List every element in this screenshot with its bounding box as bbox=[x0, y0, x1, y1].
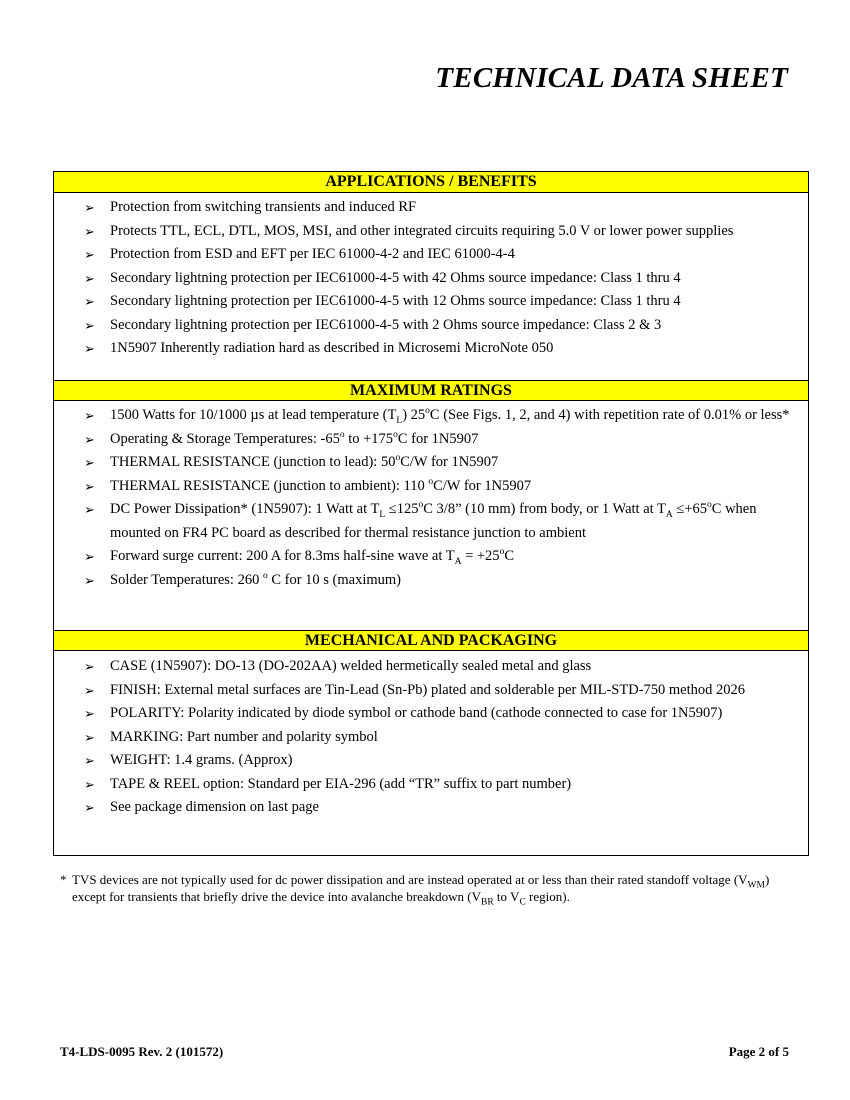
bullet-text: Protection from ESD and EFT per IEC 61000-4-2 and IEC 61000-4-4 bbox=[110, 246, 515, 262]
arrow-bullet-icon: ➢ bbox=[84, 223, 95, 239]
bullet-item bbox=[54, 314, 808, 338]
bullet-text: 1N5907 Inherently radiation hard as described in Microsemi MicroNote 050 bbox=[110, 340, 554, 356]
bullet-item bbox=[54, 267, 808, 291]
arrow-bullet-icon: ➢ bbox=[84, 549, 95, 564]
bullet-item bbox=[54, 796, 808, 820]
footnote-text: TVS devices are not typically used for dc power dissipation and are instead operated at or less than their rated standoff voltage $(V_{WM})$ except for transients that briefly drive the device into avalanche breakdown ($V_{BR}$ to $V_C$ region). bbox=[72, 872, 770, 908]
page-number: Page 2 of 5 bbox=[728, 1044, 789, 1059]
arrow-bullet-icon: ➢ bbox=[84, 408, 95, 423]
bullet-text: Protects TTL, ECL, DTL, MOS, MSI, and other integrated circuits requiring 5.0 V or lower power supplies bbox=[110, 222, 734, 239]
page-title: TECHNICAL DATA SHEET bbox=[435, 62, 788, 94]
bullet-text: FINISH: External metal surfaces are Tin-Lead (Sn-Pb) plated and solderable per MIL-STD-750 method 2026 bbox=[110, 681, 746, 698]
bullet-text: Secondary lightning protection per IEC61000-4-5 with 42 Ohms source impedance: Class 1 thru 4 bbox=[110, 269, 681, 286]
arrow-bullet-icon: ➢ bbox=[84, 800, 95, 815]
maximum-ratings-heading: MAXIMUM RATINGS bbox=[54, 380, 808, 401]
arrow-bullet-icon: ➢ bbox=[84, 200, 95, 215]
mechanical-packaging-heading: MECHANICAL AND PACKAGING bbox=[54, 630, 808, 651]
arrow-bullet-icon: ➢ bbox=[84, 776, 95, 792]
footnote-marker: * bbox=[60, 872, 67, 887]
applications-list bbox=[54, 196, 808, 361]
bullet-item bbox=[54, 679, 808, 703]
bullet-text: DC Power Dissipation* (1N5907): 1 Watt at $T_L \le 125^oC$ 3/8” (10 mm) from body, or 1 Watt at $T_A \le+65^oC$ when mounted on FR4 PC board as described for thermal resistance junction to ambient bbox=[110, 500, 757, 541]
bullet-text: WEIGHT: 1.4 grams. (Approx) bbox=[110, 752, 293, 768]
arrow-bullet-icon: ➢ bbox=[84, 341, 95, 356]
arrow-bullet-icon: ➢ bbox=[84, 431, 95, 447]
arrow-bullet-icon: ➢ bbox=[84, 729, 95, 745]
bullet-text: MARKING: Part number and polarity symbol bbox=[110, 728, 378, 745]
applications-heading: APPLICATIONS / BENEFITS bbox=[54, 172, 808, 193]
bullet-text: CASE (1N5907): DO-13 (DO-202AA) welded hermetically sealed metal and glass bbox=[110, 658, 592, 674]
arrow-bullet-icon: ➢ bbox=[84, 753, 95, 768]
bullet-item bbox=[54, 749, 808, 773]
bullet-item bbox=[54, 475, 808, 499]
bullet-item bbox=[54, 726, 808, 750]
bullet-text: 1500 Watts for 10/1000 µs at lead temperature $(T_L)$ 25$^o$C (See Figs. 1, 2, and 4) with repetition rate of 0.01% or less* bbox=[110, 406, 790, 426]
content-frame bbox=[53, 171, 809, 856]
document-id: T4-LDS-0095 Rev. 2 (101572) bbox=[60, 1044, 224, 1059]
bullet-item bbox=[54, 220, 808, 244]
bullet-item bbox=[54, 773, 808, 797]
bullet-text: THERMAL RESISTANCE (junction to ambient): 110 $^o$C/W for 1N5907 bbox=[110, 476, 532, 494]
arrow-bullet-icon: ➢ bbox=[84, 270, 95, 286]
bullet-item bbox=[54, 404, 808, 428]
arrow-bullet-icon: ➢ bbox=[84, 572, 95, 588]
bullet-item bbox=[54, 545, 808, 569]
bullet-text: Secondary lightning protection per IEC61000-4-5 with 12 Ohms source impedance: Class 1 thru 4 bbox=[110, 293, 681, 309]
bullet-text: Secondary lightning protection per IEC61000-4-5 with 2 Ohms source impedance: Class 2 & 3 bbox=[110, 316, 662, 333]
bullet-item bbox=[54, 290, 808, 314]
bullet-item bbox=[54, 196, 808, 220]
maximum-ratings-list bbox=[54, 404, 808, 592]
bullet-text: Solder Temperatures: 260 $^o$ C for 10 s (maximum) bbox=[110, 570, 402, 588]
arrow-bullet-icon: ➢ bbox=[84, 478, 95, 494]
footnote bbox=[60, 871, 800, 908]
arrow-bullet-icon: ➢ bbox=[84, 682, 95, 698]
arrow-bullet-icon: ➢ bbox=[84, 502, 95, 517]
bullet-item bbox=[54, 702, 808, 726]
arrow-bullet-icon: ➢ bbox=[84, 706, 95, 721]
bullet-text: TAPE & REEL option: Standard per EIA-296 (add “TR” suffix to part number) bbox=[110, 775, 572, 792]
bullet-item bbox=[54, 655, 808, 679]
bullet-text: Protection from switching transients and induced RF bbox=[110, 199, 417, 215]
bullet-text: Operating & Storage Temperatures: -65$^o$ to $+175^oC$ for 1N5907 bbox=[110, 429, 479, 447]
bullet-text: THERMAL RESISTANCE (junction to lead): 50$^o$C/W for 1N5907 bbox=[110, 453, 499, 470]
arrow-bullet-icon: ➢ bbox=[84, 317, 95, 333]
mechanical-packaging-list bbox=[54, 655, 808, 820]
bullet-item bbox=[54, 569, 808, 593]
bullet-item bbox=[54, 243, 808, 267]
bullet-item bbox=[54, 498, 808, 545]
bullet-text: Forward surge current: 200 A for 8.3ms half-sine wave at $T_A = +25^oC$ bbox=[110, 547, 514, 567]
bullet-text: See package dimension on last page bbox=[110, 799, 319, 815]
arrow-bullet-icon: ➢ bbox=[84, 659, 95, 674]
arrow-bullet-icon: ➢ bbox=[84, 247, 95, 262]
bullet-item bbox=[54, 451, 808, 475]
arrow-bullet-icon: ➢ bbox=[84, 455, 95, 470]
bullet-item bbox=[54, 428, 808, 452]
bullet-text: POLARITY: Polarity indicated by diode symbol or cathode band (cathode connected to case for 1N5907) bbox=[110, 705, 723, 721]
bullet-item bbox=[54, 337, 808, 361]
arrow-bullet-icon: ➢ bbox=[84, 294, 95, 309]
